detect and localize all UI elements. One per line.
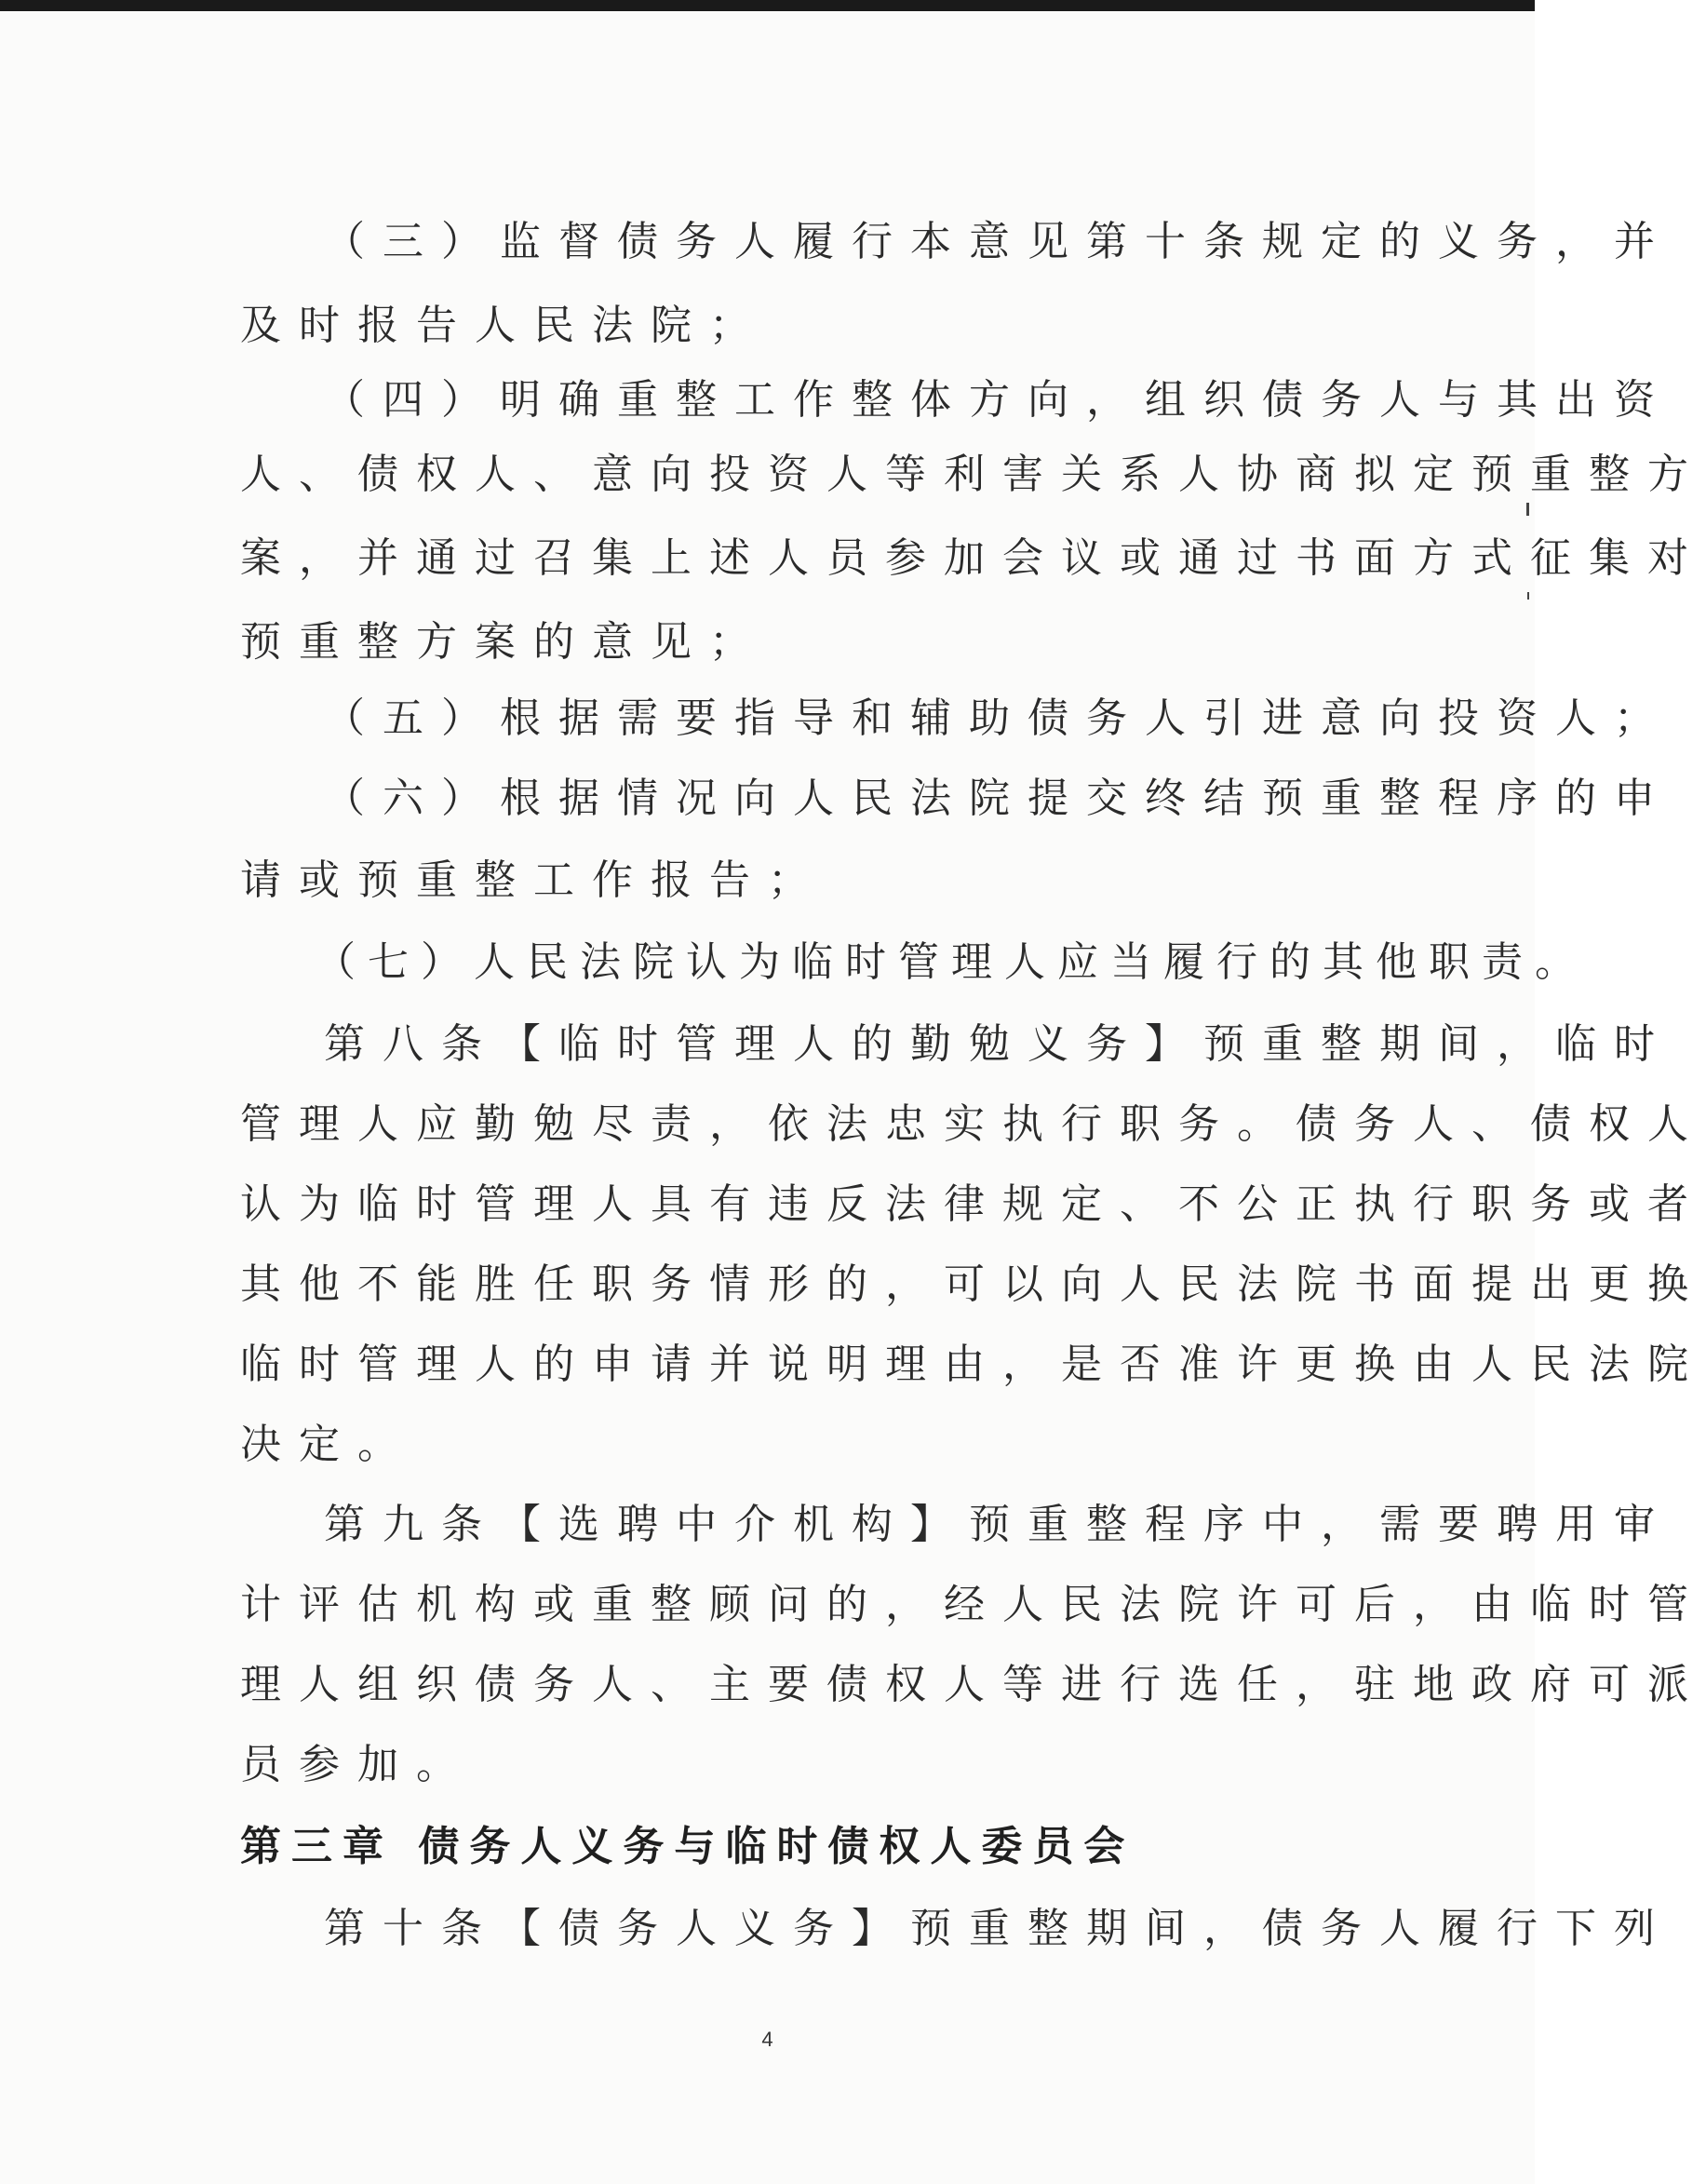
page-number: 4 <box>761 2028 773 2051</box>
text-line: 及时报告人民法院； <box>240 302 768 349</box>
text-line: （三）监督债务人履行本意见第十条规定的义务，并 <box>324 218 1672 265</box>
text-line: （六）根据情况向人民法院提交终结预重整程序的申 <box>324 775 1672 822</box>
text-line: 理人组织债务人、主要债权人等进行选任，驻地政府可派 <box>240 1661 1706 1708</box>
article-9-line: 第九条【选聘中介机构】预重整程序中，需要聘用审 <box>324 1501 1672 1548</box>
chapter-3-heading: 第三章 债务人义务与临时债权人委员会 <box>240 1823 1135 1870</box>
text-line: （五）根据需要指导和辅助债务人引进意向投资人； <box>324 694 1672 742</box>
text-line: （四）明确重整工作整体方向，组织债务人与其出资 <box>324 376 1672 424</box>
article-10-line: 第十条【债务人义务】预重整期间，债务人履行下列 <box>324 1905 1672 1952</box>
text-line: 人、债权人、意向投资人等利害关系人协商拟定预重整方 <box>240 451 1706 498</box>
text-line: 计评估机构或重整顾问的，经人民法院许可后，由临时管 <box>240 1581 1706 1628</box>
scan-edge-mark <box>1526 503 1529 516</box>
article-8-line: 第八条【临时管理人的勤勉义务】预重整期间，临时 <box>324 1020 1672 1068</box>
text-line: 认为临时管理人具有违反法律规定、不公正执行职务或者 <box>240 1180 1706 1228</box>
text-line: 请或预重整工作报告； <box>240 856 826 904</box>
text-line: 决定。 <box>240 1421 416 1468</box>
text-line: 员参加。 <box>240 1741 475 1788</box>
text-line: 其他不能胜任职务情形的，可以向人民法院书面提出更换 <box>240 1261 1706 1308</box>
scan-top-edge <box>0 0 1535 11</box>
text-line: 临时管理人的申请并说明理由，是否准许更换由人民法院 <box>240 1341 1706 1388</box>
scan-edge-mark <box>1527 592 1529 600</box>
text-line: 管理人应勤勉尽责，依法忠实执行职务。债务人、债权人 <box>240 1100 1706 1148</box>
text-line: （七）人民法院认为临时管理人应当履行的其他职责。 <box>315 938 1588 986</box>
text-line: 预重整方案的意见； <box>240 618 768 666</box>
text-line: 案，并通过召集上述人员参加会议或通过书面方式征集对 <box>240 534 1706 582</box>
